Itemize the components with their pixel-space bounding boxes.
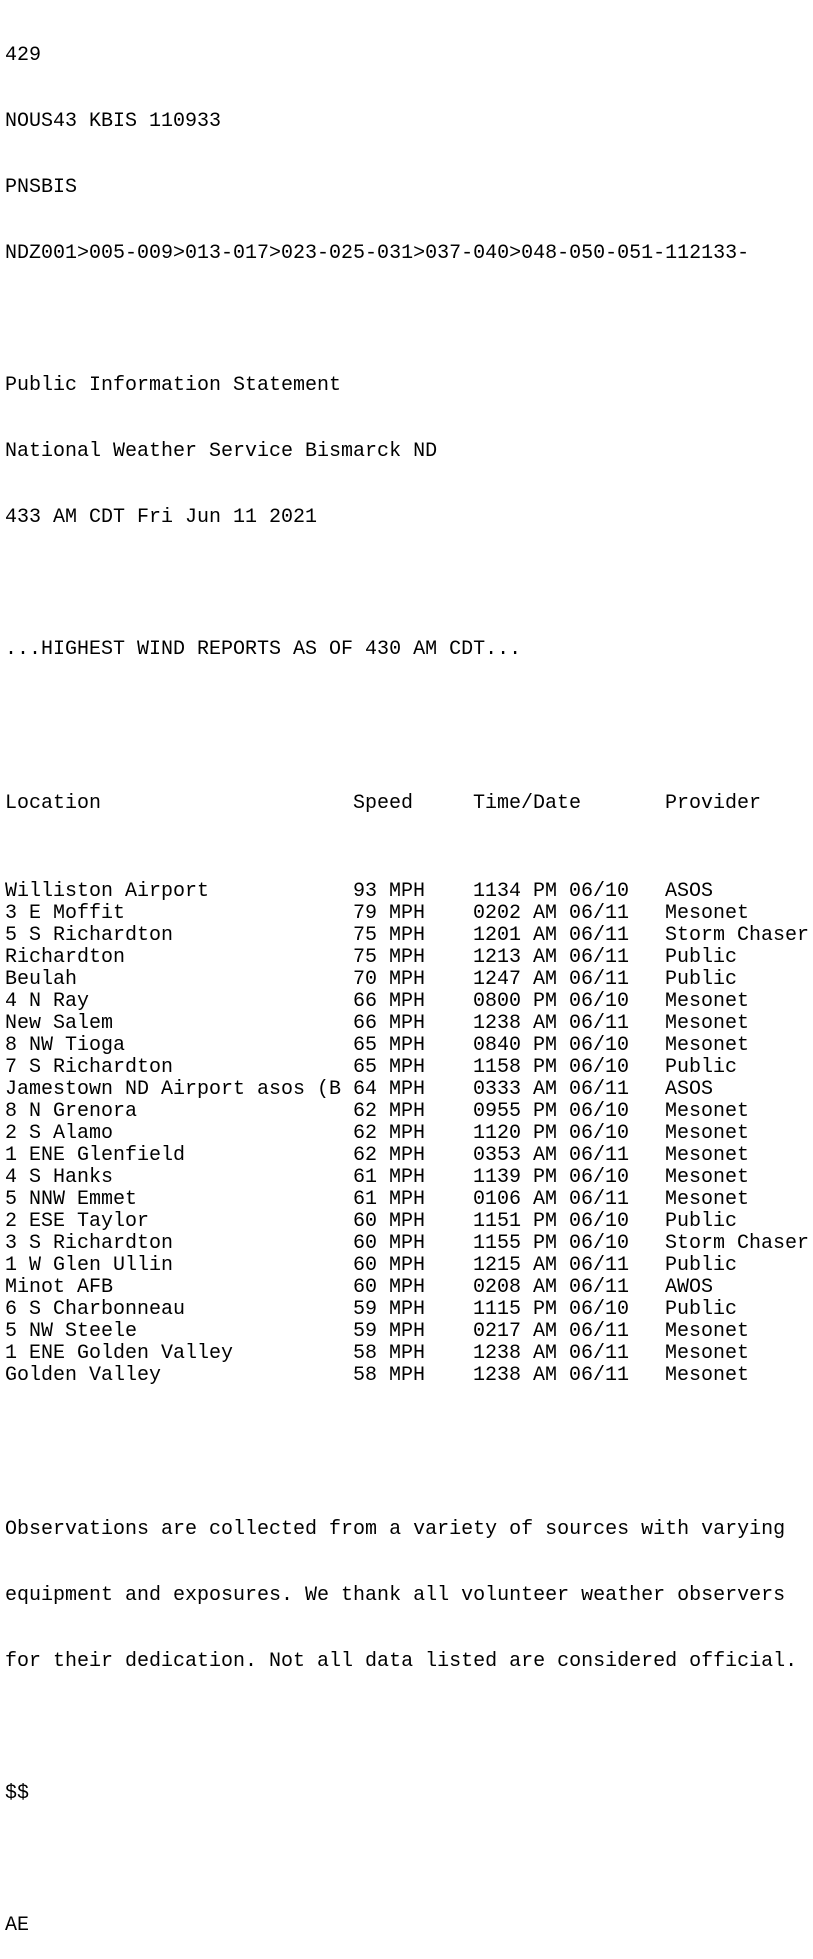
provider-cell: Mesonet	[665, 902, 750, 925]
table-row	[5, 1233, 813, 1255]
speed-cell: 64 MPH	[353, 1078, 426, 1101]
time-date-cell: 0106 AM 06/11	[473, 1188, 630, 1211]
speed-cell: 75 MPH	[353, 924, 426, 947]
speed-cell: 65 MPH	[353, 1056, 426, 1079]
speed-cell: 66 MPH	[353, 990, 426, 1013]
speed-cell: 60 MPH	[353, 1276, 426, 1299]
location-cell: 5 NW Steele	[5, 1320, 138, 1343]
table-row	[5, 1057, 813, 1079]
provider-cell: Mesonet	[665, 1144, 750, 1167]
speed-cell: 62 MPH	[353, 1100, 426, 1123]
time-date-cell: 1213 AM 06/11	[473, 946, 630, 969]
location-cell: 3 S Richardton	[5, 1232, 174, 1255]
provider-cell: Storm Chaser	[665, 924, 810, 947]
speed-cell: 60 MPH	[353, 1210, 426, 1233]
speed-cell: 59 MPH	[353, 1298, 426, 1321]
table-row	[5, 1365, 813, 1387]
statement-title: Public Information Statement	[5, 374, 342, 397]
table-row	[5, 991, 813, 1013]
location-cell: 5 NNW Emmet	[5, 1188, 138, 1211]
table-row	[5, 1145, 813, 1167]
wmo-header: NOUS43 KBIS 110933	[5, 110, 222, 133]
time-date-cell: 0208 AM 06/11	[473, 1276, 630, 1299]
issuing-office: National Weather Service Bismarck ND	[5, 440, 438, 463]
location-cell: Beulah	[5, 968, 78, 991]
time-date-cell: 1238 AM 06/11	[473, 1012, 630, 1035]
location-cell: New Salem	[5, 1012, 114, 1035]
blank-line	[5, 1717, 813, 1739]
ugc-zone-codes: NDZ001>005-009>013-017>023-025-031>037-040>048-050-051-112133-	[5, 242, 750, 265]
speed-cell: 66 MPH	[353, 1012, 426, 1035]
time-date-cell: 1238 AM 06/11	[473, 1342, 630, 1365]
location-cell: 1 W Glen Ullin	[5, 1254, 174, 1277]
speed-cell: 58 MPH	[353, 1364, 426, 1387]
provider-cell: Public	[665, 946, 738, 969]
speed-cell: 75 MPH	[353, 946, 426, 969]
time-date-cell: 1158 PM 06/10	[473, 1056, 630, 1079]
time-date-cell: 0800 PM 06/10	[473, 990, 630, 1013]
blank-line	[5, 573, 813, 595]
table-row	[5, 1167, 813, 1189]
table-row	[5, 1013, 813, 1035]
table-row	[5, 881, 813, 903]
speed-cell: 61 MPH	[353, 1166, 426, 1189]
location-cell: 4 S Hanks	[5, 1166, 114, 1189]
location-cell: Jamestown ND Airport asos (B	[5, 1078, 342, 1101]
provider-cell: Mesonet	[665, 1320, 750, 1343]
table-row	[5, 1299, 813, 1321]
location-cell: Golden Valley	[5, 1364, 162, 1387]
speed-cell: 61 MPH	[353, 1188, 426, 1211]
speed-cell: 79 MPH	[353, 902, 426, 925]
observation-note-line: Observations are collected from a variety of sources with varying	[5, 1518, 786, 1541]
provider-cell: AWOS	[665, 1276, 714, 1299]
table-row	[5, 1189, 813, 1211]
location-cell: 3 E Moffit	[5, 902, 126, 925]
time-date-cell: 1134 PM 06/10	[473, 880, 630, 903]
table-row	[5, 1277, 813, 1299]
location-cell: 6 S Charbonneau	[5, 1298, 186, 1321]
provider-cell: Mesonet	[665, 1100, 750, 1123]
table-row	[5, 1343, 813, 1365]
provider-cell: Public	[665, 1298, 738, 1321]
time-date-cell: 1247 AM 06/11	[473, 968, 630, 991]
table-row	[5, 1079, 813, 1101]
time-date-cell: 1201 AM 06/11	[473, 924, 630, 947]
provider-cell: Mesonet	[665, 1342, 750, 1365]
table-row	[5, 1123, 813, 1145]
location-cell: Minot AFB	[5, 1276, 114, 1299]
column-header-time-date: Time/Date	[473, 792, 582, 815]
location-cell: 8 N Grenora	[5, 1100, 138, 1123]
time-date-cell: 0217 AM 06/11	[473, 1320, 630, 1343]
wind-report-table	[5, 881, 813, 1387]
provider-cell: Public	[665, 968, 738, 991]
time-date-cell: 1115 PM 06/10	[473, 1298, 630, 1321]
location-cell: Richardton	[5, 946, 126, 969]
time-date-cell: 0202 AM 06/11	[473, 902, 630, 925]
table-row	[5, 969, 813, 991]
time-date-cell: 1139 PM 06/10	[473, 1166, 630, 1189]
provider-cell: Mesonet	[665, 1034, 750, 1057]
location-cell: 2 S Alamo	[5, 1122, 114, 1145]
forecaster-initials: AE	[5, 1914, 30, 1937]
speed-cell: 58 MPH	[353, 1342, 426, 1365]
observation-note-line: equipment and exposures. We thank all volunteer weather observers	[5, 1584, 786, 1607]
provider-cell: Mesonet	[665, 1012, 750, 1035]
provider-cell: ASOS	[665, 1078, 714, 1101]
table-row	[5, 925, 813, 947]
speed-cell: 62 MPH	[353, 1144, 426, 1167]
location-cell: 2 ESE Taylor	[5, 1210, 150, 1233]
provider-cell: Mesonet	[665, 990, 750, 1013]
time-date-cell: 1120 PM 06/10	[473, 1122, 630, 1145]
speed-cell: 93 MPH	[353, 880, 426, 903]
time-date-cell: 1155 PM 06/10	[473, 1232, 630, 1255]
provider-cell: Public	[665, 1254, 738, 1277]
product-terminator: $$	[5, 1782, 30, 1805]
awips-id: PNSBIS	[5, 176, 78, 199]
table-row	[5, 1211, 813, 1233]
speed-cell: 60 MPH	[353, 1232, 426, 1255]
table-header-row	[5, 793, 813, 815]
location-cell: 1 ENE Golden Valley	[5, 1342, 234, 1365]
time-date-cell: 1151 PM 06/10	[473, 1210, 630, 1233]
headline: ...HIGHEST WIND REPORTS AS OF 430 AM CDT...	[5, 638, 522, 661]
time-date-cell: 0333 AM 06/11	[473, 1078, 630, 1101]
observation-note-line: for their dedication. Not all data listed are considered official.	[5, 1650, 798, 1673]
blank-line	[5, 1453, 813, 1475]
time-date-cell: 0353 AM 06/11	[473, 1144, 630, 1167]
speed-cell: 62 MPH	[353, 1122, 426, 1145]
provider-cell: Public	[665, 1056, 738, 1079]
column-header-location: Location	[5, 792, 102, 815]
time-date-cell: 0955 PM 06/10	[473, 1100, 630, 1123]
table-row	[5, 903, 813, 925]
provider-cell: Public	[665, 1210, 738, 1233]
location-cell: 4 N Ray	[5, 990, 90, 1013]
location-cell: 7 S Richardton	[5, 1056, 174, 1079]
speed-cell: 59 MPH	[353, 1320, 426, 1343]
speed-cell: 70 MPH	[353, 968, 426, 991]
location-cell: 1 ENE Glenfield	[5, 1144, 186, 1167]
time-date-cell: 1215 AM 06/11	[473, 1254, 630, 1277]
provider-cell: Mesonet	[665, 1364, 750, 1387]
column-header-provider: Provider	[665, 792, 762, 815]
time-date-cell: 0840 PM 06/10	[473, 1034, 630, 1057]
table-row	[5, 1255, 813, 1277]
table-row	[5, 947, 813, 969]
provider-cell: Mesonet	[665, 1122, 750, 1145]
location-cell: 5 S Richardton	[5, 924, 174, 947]
time-date-cell: 1238 AM 06/11	[473, 1364, 630, 1387]
speed-cell: 60 MPH	[353, 1254, 426, 1277]
issue-time: 433 AM CDT Fri Jun 11 2021	[5, 506, 318, 529]
table-row	[5, 1035, 813, 1057]
column-header-speed: Speed	[353, 792, 414, 815]
location-cell: Williston Airport	[5, 880, 210, 903]
product-sequence-number: 429	[5, 44, 42, 67]
blank-line	[5, 705, 813, 727]
provider-cell: Mesonet	[665, 1188, 750, 1211]
table-row	[5, 1101, 813, 1123]
provider-cell: ASOS	[665, 880, 714, 903]
blank-line	[5, 309, 813, 331]
provider-cell: Storm Chaser	[665, 1232, 810, 1255]
location-cell: 8 NW Tioga	[5, 1034, 126, 1057]
table-row	[5, 1321, 813, 1343]
blank-line	[5, 1849, 813, 1871]
speed-cell: 65 MPH	[353, 1034, 426, 1057]
provider-cell: Mesonet	[665, 1166, 750, 1189]
